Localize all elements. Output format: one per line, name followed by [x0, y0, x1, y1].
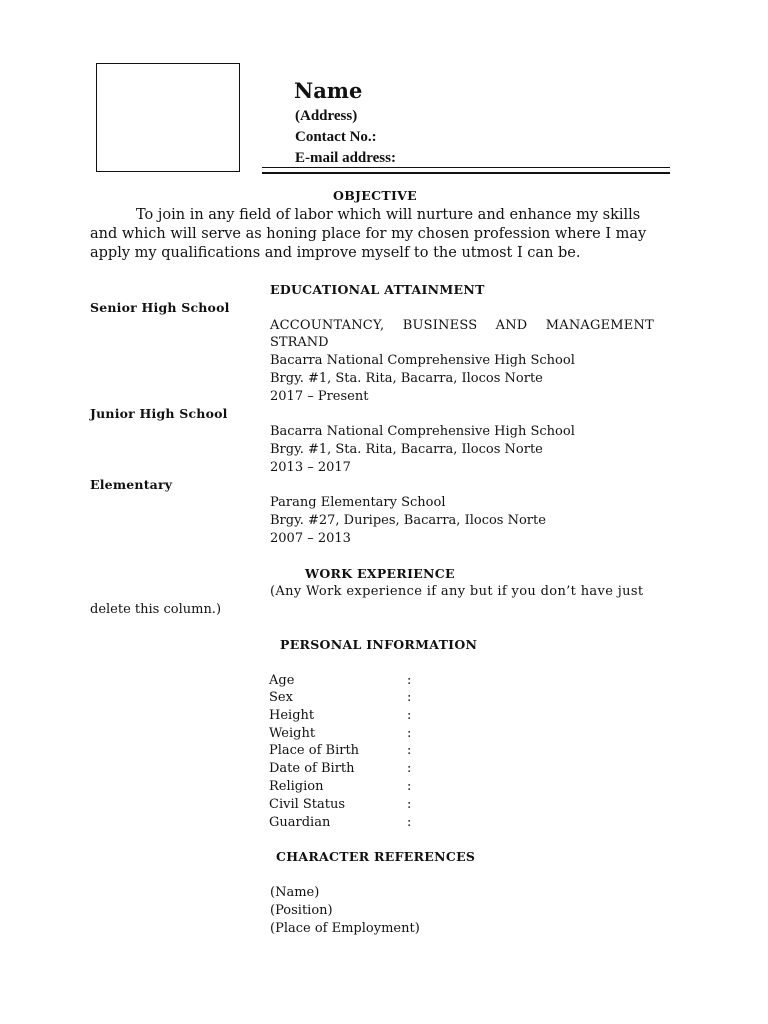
pi-label-age: Age — [269, 673, 295, 688]
pi-label-height: Height — [269, 708, 315, 723]
elementary-years: 2007 – 2013 — [270, 531, 351, 546]
junior-school: Bacarra National Comprehensive High School — [270, 424, 575, 439]
pi-colon: : — [407, 708, 412, 723]
pi-colon: : — [407, 743, 412, 758]
junior-address: Brgy. #1, Sta. Rita, Bacarra, Ilocos Norte — [270, 442, 543, 457]
objective-line-2: and which will serve as honing place for my chosen profession where I may — [90, 226, 647, 242]
pi-label-place-of-birth: Place of Birth — [269, 743, 360, 758]
work-line-2: delete this column.) — [90, 602, 222, 617]
address: (Address) — [295, 108, 358, 124]
pi-label-date-of-birth: Date of Birth — [269, 761, 355, 776]
pi-colon: : — [407, 815, 412, 830]
character-references-title: CHARACTER REFERENCES — [276, 849, 476, 864]
header-rule-thick — [262, 172, 670, 174]
senior-high-label: Senior High School — [90, 300, 230, 315]
pi-label-religion: Religion — [269, 779, 324, 794]
reference-name: (Name) — [270, 885, 320, 900]
objective-title: OBJECTIVE — [333, 188, 417, 203]
senior-school: Bacarra National Comprehensive High School — [270, 353, 575, 368]
pi-colon: : — [407, 779, 412, 794]
senior-years: 2017 – Present — [270, 389, 369, 404]
photo-placeholder — [96, 63, 240, 172]
work-experience-title: WORK EXPERIENCE — [305, 566, 455, 581]
email-address: E-mail address: — [295, 150, 396, 166]
elementary-school: Parang Elementary School — [270, 495, 446, 510]
junior-high-label: Junior High School — [90, 406, 228, 421]
objective-line-1: To join in any field of labor which will nurture and enhance my skills — [136, 207, 641, 223]
pi-label-guardian: Guardian — [269, 815, 331, 830]
pi-colon: : — [407, 690, 412, 705]
pi-colon: : — [407, 797, 412, 812]
senior-strand-line-2: STRAND — [270, 335, 329, 350]
education-title: EDUCATIONAL ATTAINMENT — [270, 282, 485, 297]
junior-years: 2013 – 2017 — [270, 460, 351, 475]
header-rule-thin — [262, 167, 670, 168]
pi-colon: : — [407, 761, 412, 776]
strand-text: ACCOUNTANCY, BUSINESS AND MANAGEMENT — [270, 318, 654, 333]
pi-label-civil-status: Civil Status — [269, 797, 346, 812]
pi-colon: : — [407, 726, 412, 741]
senior-strand-line-1 — [270, 318, 678, 333]
work-line-1: (Any Work experience if any but if you don’t have just — [270, 584, 644, 599]
pi-label-sex: Sex — [269, 690, 293, 705]
contact-number: Contact No.: — [295, 129, 377, 145]
objective-line-3: apply my qualifications and improve myself to the utmost I can be. — [90, 245, 581, 261]
personal-info-title: PERSONAL INFORMATION — [280, 637, 478, 652]
elementary-label: Elementary — [90, 477, 173, 492]
pi-label-weight: Weight — [269, 726, 316, 741]
reference-position: (Position) — [270, 903, 333, 918]
senior-address: Brgy. #1, Sta. Rita, Bacarra, Ilocos Norte — [270, 371, 543, 386]
elementary-address: Brgy. #27, Duripes, Bacarra, Ilocos Norte — [270, 513, 546, 528]
applicant-name: Name — [294, 78, 363, 103]
reference-place: (Place of Employment) — [270, 921, 420, 936]
pi-colon: : — [407, 673, 412, 688]
